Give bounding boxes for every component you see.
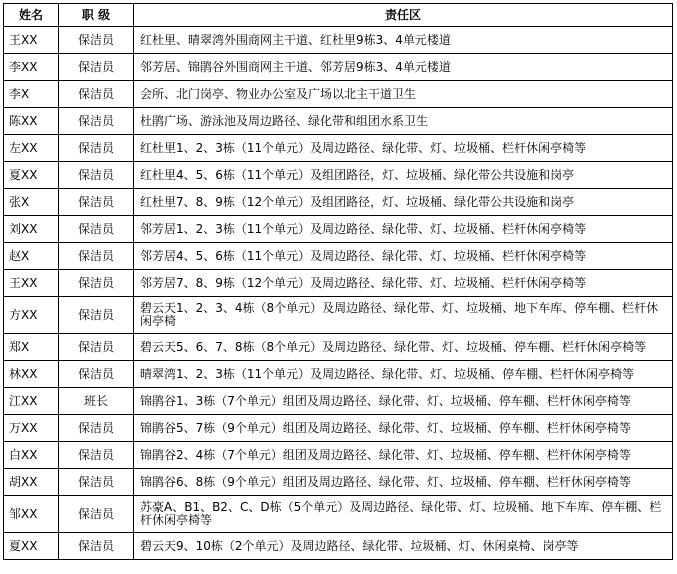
cell-name: 林XX xyxy=(4,361,59,388)
header-area: 责任区 xyxy=(134,4,673,27)
cell-name: 方XX xyxy=(4,297,59,334)
cell-area: 碧云天1、2、3、4栋（8个单元）及周边路径、绿化带、灯、垃圾桶、地下车库、停车棚、栏杆休闲亭椅 xyxy=(134,297,673,334)
cell-level: 保洁员 xyxy=(59,27,134,54)
table-row xyxy=(4,162,673,189)
cell-name: 夏XX xyxy=(4,162,59,189)
cell-name: 王XX xyxy=(4,270,59,297)
cell-area: 邻芳居、锦鹃谷外围商网主干道、邻芳居9栋3、4单元楼道 xyxy=(134,54,673,81)
table-row xyxy=(4,216,673,243)
cell-level: 保洁员 xyxy=(59,216,134,243)
cell-name: 刘XX xyxy=(4,216,59,243)
cell-name: 李X xyxy=(4,81,59,108)
cell-name: 赵X xyxy=(4,243,59,270)
duty-roster-table xyxy=(3,3,673,560)
cell-area: 红杜里、晴翠湾外围商网主干道、红杜里9栋3、4单元楼道 xyxy=(134,27,673,54)
cell-level: 保洁员 xyxy=(59,108,134,135)
cell-level: 保洁员 xyxy=(59,297,134,334)
cell-area: 锦鹃谷5、7栋（9个单元）组团及周边路径、绿化带、灯、垃圾桶、停车棚、栏杆休闲亭椅等 xyxy=(134,415,673,442)
cell-area: 晴翠湾1、2、3栋（11个单元）及周边路径、绿化带、灯、垃圾桶、停车棚、栏杆休闲亭椅等 xyxy=(134,361,673,388)
cell-name: 白XX xyxy=(4,442,59,469)
cell-name: 张X xyxy=(4,189,59,216)
table-row xyxy=(4,442,673,469)
table-row xyxy=(4,533,673,560)
table-row xyxy=(4,388,673,415)
cell-level: 保洁员 xyxy=(59,334,134,361)
table-row xyxy=(4,297,673,334)
table-row xyxy=(4,108,673,135)
cell-name: 陈XX xyxy=(4,108,59,135)
cell-level: 保洁员 xyxy=(59,469,134,496)
cell-level: 保洁员 xyxy=(59,54,134,81)
cell-level: 班长 xyxy=(59,388,134,415)
header-row xyxy=(4,4,673,27)
cell-area: 碧云天9、10栋（2个单元）及周边路径、绿化带、垃圾桶、灯、休闲桌椅、岗亭等 xyxy=(134,533,673,560)
cell-level: 保洁员 xyxy=(59,270,134,297)
cell-name: 王XX xyxy=(4,27,59,54)
table-row xyxy=(4,270,673,297)
table-row xyxy=(4,135,673,162)
cell-area: 邻芳居4、5、6栋（11个单元）及周边路径、绿化带、灯、垃圾桶、栏杆休闲亭椅等 xyxy=(134,243,673,270)
table-row xyxy=(4,81,673,108)
cell-name: 郑X xyxy=(4,334,59,361)
cell-name: 夏XX xyxy=(4,533,59,560)
cell-area: 锦鹃谷1、3栋（7个单元）组团及周边路径、绿化带、灯、垃圾桶、停车棚、栏杆休闲亭椅等 xyxy=(134,388,673,415)
cell-area: 碧云天5、6、7、8栋（8个单元）及周边路径、绿化带、灯、垃圾桶、停车棚、栏杆休闲亭椅等 xyxy=(134,334,673,361)
table-row xyxy=(4,469,673,496)
table-row xyxy=(4,243,673,270)
cell-name: 邹XX xyxy=(4,496,59,533)
cell-level: 保洁员 xyxy=(59,533,134,560)
cell-area: 红杜里1、2、3栋（11个单元）及周边路径、绿化带、灯、垃圾桶、栏杆休闲亭椅等 xyxy=(134,135,673,162)
cell-level: 保洁员 xyxy=(59,243,134,270)
cell-area: 红杜里7、8、9栋（12个单元）及组团路径，灯、垃圾桶、绿化带公共设施和岗亭 xyxy=(134,189,673,216)
cell-area: 锦鹃谷2、4栋（7个单元）组团及周边路径、绿化带、灯、垃圾桶、停车棚、栏杆休闲亭椅等 xyxy=(134,442,673,469)
table-row xyxy=(4,27,673,54)
table-row xyxy=(4,334,673,361)
cell-area: 会所、北门岗亭、物业办公室及广场以北主干道卫生 xyxy=(134,81,673,108)
cell-area: 杜鹃广场、游泳池及周边路径、绿化带和组团水系卫生 xyxy=(134,108,673,135)
cell-level: 保洁员 xyxy=(59,135,134,162)
cell-area: 锦鹃谷6、8栋（9个单元）组团及周边路径、绿化带、灯、垃圾桶、停车棚、栏杆休闲亭椅等 xyxy=(134,469,673,496)
cell-area: 苏豪A、B1、B2、C、D栋（5个单元）及周边路径、绿化带、灯、垃圾桶、地下车库、停车棚、栏杆休闲亭椅等 xyxy=(134,496,673,533)
cell-level: 保洁员 xyxy=(59,162,134,189)
cell-name: 胡XX xyxy=(4,469,59,496)
table-body xyxy=(4,27,673,560)
table-row xyxy=(4,54,673,81)
cell-level: 保洁员 xyxy=(59,415,134,442)
table-row xyxy=(4,415,673,442)
cell-name: 万XX xyxy=(4,415,59,442)
table-row xyxy=(4,496,673,533)
cell-level: 保洁员 xyxy=(59,361,134,388)
cell-level: 保洁员 xyxy=(59,81,134,108)
cell-area: 红杜里4、5、6栋（11个单元）及组团路径，灯、垃圾桶、绿化带公共设施和岗亭 xyxy=(134,162,673,189)
cell-name: 江XX xyxy=(4,388,59,415)
table-row xyxy=(4,361,673,388)
header-level: 职 级 xyxy=(59,4,134,27)
cell-name: 李XX xyxy=(4,54,59,81)
cell-level: 保洁员 xyxy=(59,442,134,469)
cell-level: 保洁员 xyxy=(59,189,134,216)
header-name: 姓名 xyxy=(4,4,59,27)
table-row xyxy=(4,189,673,216)
cell-level: 保洁员 xyxy=(59,496,134,533)
cell-area: 邻芳居1、2、3栋（11个单元）及周边路径、绿化带、灯、垃圾桶、栏杆休闲亭椅等 xyxy=(134,216,673,243)
cell-area: 邻芳居7、8、9栋（12个单元）及周边路径、绿化带、灯、垃圾桶、栏杆休闲亭椅等 xyxy=(134,270,673,297)
cell-name: 左XX xyxy=(4,135,59,162)
